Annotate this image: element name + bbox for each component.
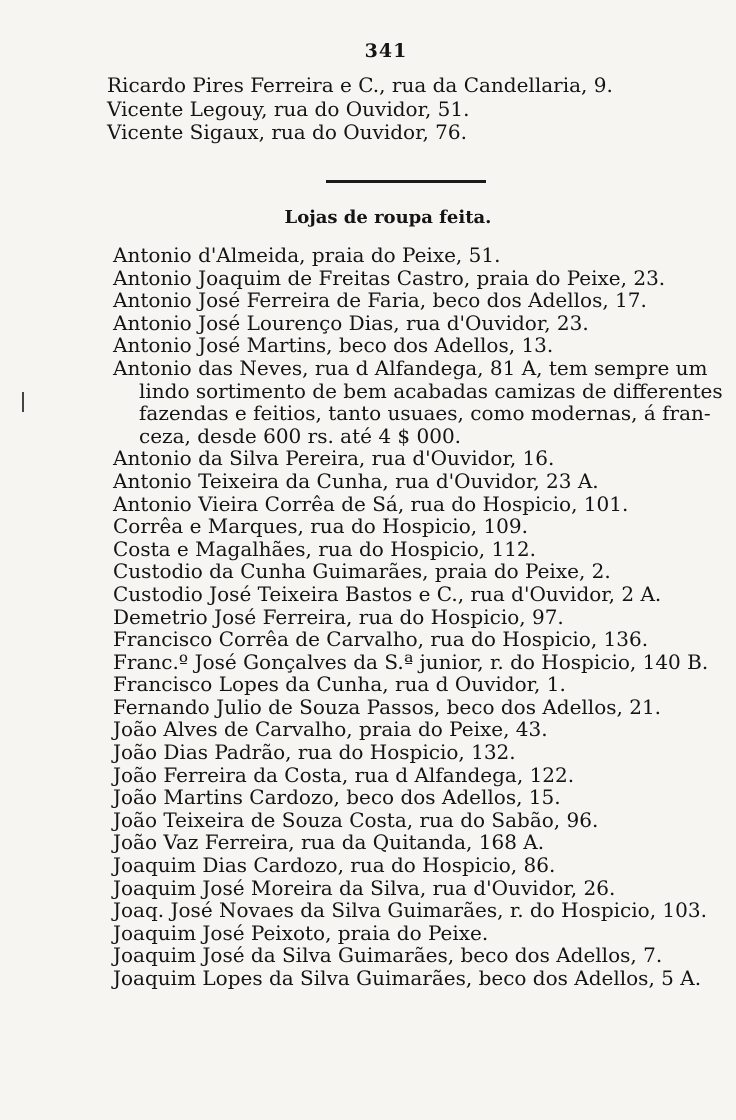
list-item: Antonio Joaquim de Freitas Castro, praia do Peixe, 23.: [113, 265, 666, 290]
top-entry: Vicente Legouy, rua do Ouvidor, 51.: [107, 96, 470, 121]
list-item: João Vaz Ferreira, rua da Quitanda, 168 A.: [113, 830, 545, 855]
list-item: Joaquim José da Silva Guimarães, beco dos Adellos, 7.: [113, 943, 663, 968]
page-number: 341: [364, 40, 408, 62]
list-item: João Dias Padrão, rua do Hospicio, 132.: [113, 740, 516, 765]
list-item: Francisco Lopes da Cunha, rua d Ouvidor, 1.: [113, 672, 566, 697]
list-item: Joaq. José Novaes da Silva Guimarães, r. do Hospicio, 103.: [113, 898, 707, 923]
list-item: Antonio das Neves, rua d Alfandega, 81 A, tem sempre um: [113, 355, 708, 380]
list-item: Antonio José Martins, beco dos Adellos, 13.: [113, 333, 554, 358]
list-item: Custodio da Cunha Guimarães, praia do Peixe, 2.: [113, 559, 611, 584]
list-item: João Martins Cardozo, beco dos Adellos, 15.: [113, 785, 561, 810]
entry-list: [113, 243, 723, 990]
section-divider: [326, 180, 486, 183]
list-item: Antonio Vieira Corrêa de Sá, rua do Hospicio, 101.: [113, 491, 629, 516]
list-item: Antonio José Lourenço Dias, rua d'Ouvidor, 23.: [113, 310, 589, 335]
list-item: Joaquim Lopes da Silva Guimarães, beco dos Adellos, 5 A.: [113, 966, 702, 990]
list-item: João Alves de Carvalho, praia do Peixe, 43.: [113, 717, 548, 742]
list-item: Joaquim José Moreira da Silva, rua d'Ouvidor, 26.: [113, 875, 616, 900]
list-item: Francisco Corrêa de Carvalho, rua do Hospicio, 136.: [113, 627, 649, 652]
list-item: Antonio da Silva Pereira, rua d'Ouvidor, 16.: [113, 446, 555, 471]
list-item: Franc.º José Gonçalves da S.ª junior, r. do Hospicio, 140 B.: [113, 649, 709, 674]
top-entry: Ricardo Pires Ferreira e C., rua da Candellaria, 9.: [107, 73, 613, 97]
margin-mark: [22, 392, 24, 412]
section-title: Lojas de roupa feita.: [284, 207, 492, 228]
list-item: Fernando Julio de Souza Passos, beco dos Adellos, 21.: [113, 694, 662, 719]
list-item: Antonio d'Almeida, praia do Peixe, 51.: [113, 243, 501, 267]
top-entries: [107, 74, 707, 145]
list-item: Custodio José Teixeira Bastos e C., rua d'Ouvidor, 2 A.: [113, 581, 662, 606]
list-item: João Teixeira de Souza Costa, rua do Sabão, 96.: [113, 807, 599, 832]
list-item: Demetrio José Ferreira, rua do Hospicio, 97.: [113, 604, 564, 629]
list-item: Antonio Teixeira da Cunha, rua d'Ouvidor, 23 A.: [113, 468, 599, 493]
list-item-continuation: lindo sortimento de bem acabadas camizas de differentes: [139, 378, 723, 403]
list-item-continuation: ceza, desde 600 rs. até 4 $ 000.: [139, 423, 462, 448]
list-item: Antonio José Ferreira de Faria, beco dos Adellos, 17.: [113, 288, 647, 313]
top-entry: Vicente Sigaux, rua do Ouvidor, 76.: [107, 120, 467, 144]
list-item-continuation: fazendas e feitios, tanto usuaes, como modernas, á fran-: [139, 401, 711, 426]
list-item: Corrêa e Marques, rua do Hospicio, 109.: [113, 514, 528, 539]
list-item: Joaquim Dias Cardozo, rua do Hospicio, 86.: [113, 853, 556, 878]
list-item: Costa e Magalhães, rua do Hospicio, 112.: [113, 536, 537, 561]
list-item: Joaquim José Peixoto, praia do Peixe.: [113, 920, 489, 945]
list-item: João Ferreira da Costa, rua d Alfandega, 122.: [113, 762, 575, 787]
